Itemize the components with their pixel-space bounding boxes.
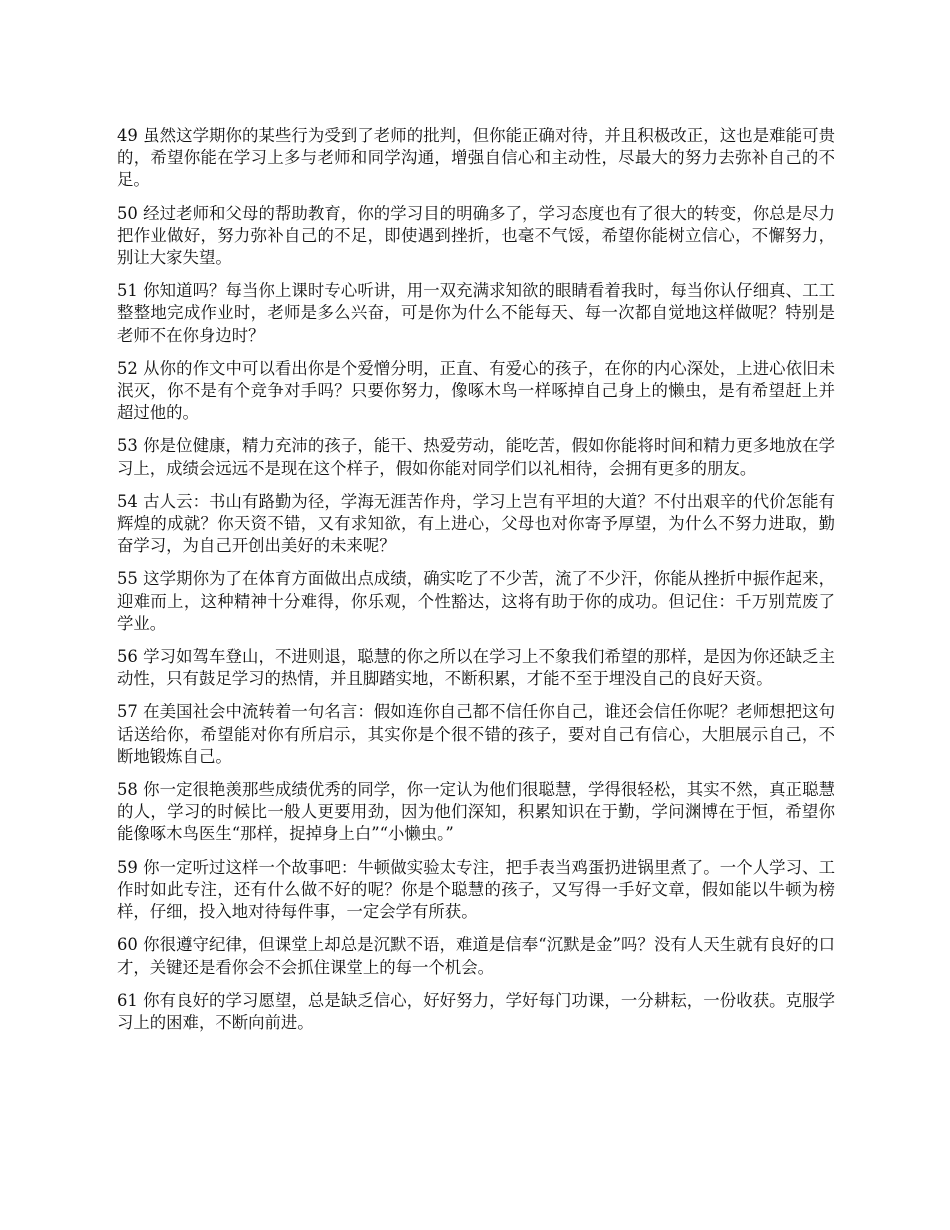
document-body: [117, 125, 835, 1045]
comment-paragraph-52: 52 从你的作文中可以看出你是个爱憎分明，正直、有爱心的孩子，在你的内心深处，上进心依旧未泯灭，你不是有个竞争对手吗？只要你努力，像啄木鸟一样啄掉自己身上的懒虫，是有希望赶上并超过他的。: [117, 358, 835, 423]
comment-paragraph-55: 55 这学期你为了在体育方面做出点成绩，确实吃了不少苦，流了不少汗，你能从挫折中振作起来，迎难而上，这种精神十分难得，你乐观，个性豁达，这将有助于你的成功。但记住：千万别荒废了学业。: [117, 569, 835, 633]
comment-paragraph-49: 49 虽然这学期你的某些行为受到了老师的批判，但你能正确对待，并且积极改正，这也是难能可贵的，希望你能在学习上多与老师和同学沟通，增强自信心和主动性，尽最大的努力去弥补自己的不足。: [117, 126, 835, 190]
comment-paragraph-58: 58 你一定很艳羡那些成绩优秀的同学，你一定认为他们很聪慧，学得很轻松，其实不然，真正聪慧的人，学习的时候比一般人更要用劲，因为他们深知，积累知识在于勤，学问渊博在于恒，希望你能像啄木鸟医生“那样，捉掉身上白”“小懒虫。”: [117, 780, 835, 844]
comment-paragraph-59: 59 你一定听过这样一个故事吧：牛顿做实验太专注，把手表当鸡蛋扔进锅里煮了。一个人学习、工作时如此专注，还有什么做不好的呢？你是个聪慧的孩子，又写得一手好文章，假如能以牛顿为榜样，仔细，投入地对待每件事，一定会学有所获。: [117, 857, 835, 922]
comment-paragraph-54: 54 古人云：书山有路勤为径，学海无涯苦作舟，学习上岂有平坦的大道？不付出艰辛的代价怎能有辉煌的成就？你天资不错，又有求知欲，有上进心，父母也对你寄予厚望，为什么不努力进取，勤奋学习，为自己开创出美好的未来呢？: [117, 491, 835, 556]
comment-paragraph-61: 61 你有良好的学习愿望，总是缺乏信心，好好努力，学好每门功课，一分耕耘，一份收获。克服学习上的困难，不断向前进。: [117, 990, 835, 1032]
comment-paragraph-50: 50 经过老师和父母的帮助教育，你的学习目的明确多了，学习态度也有了很大的转变，你总是尽力把作业做好，努力弥补自己的不足，即使遇到挫折，也毫不气馁，希望你能树立信心，不懈努力，别让大家失望。: [117, 203, 835, 268]
comment-paragraph-56: 56 学习如驾车登山，不进则退，聪慧的你之所以在学习上不象我们希望的那样，是因为你还缺乏主动性，只有鼓足学习的热情，并且脚踏实地，不断积累，才能不至于埋没自己的良好天资。: [117, 647, 835, 689]
comment-paragraph-57: 57 在美国社会中流转着一句名言：假如连你自己都不信任你自己，谁还会信任你呢？老师想把这句话送给你，希望能对你有所启示，其实你是个很不错的孩子，要对自己有信心，大胆展示自己，不断地锻炼自己。: [117, 702, 835, 766]
comment-paragraph-53: 53 你是位健康，精力充沛的孩子，能干、热爱劳动，能吃苦，假如你能将时间和精力更多地放在学习上，成绩会远远不是现在这个样子，假如你能对同学们以礼相待，会拥有更多的朋友。: [117, 436, 835, 478]
comment-paragraph-51: 51 你知道吗？每当你上课时专心听讲，用一双充满求知欲的眼睛看着我时，每当你认仔细真、工工整整地完成作业时，老师是多么兴奋，可是你为什么不能每天、每一次都自觉地这样做呢？特别是老师不在你身边时？: [117, 281, 835, 345]
comment-paragraph-60: 60 你很遵守纪律，但课堂上却总是沉默不语，难道是信奉“沉默是金”吗？没有人天生就有良好的口才，关键还是看你会不会抓住课堂上的每一个机会。: [117, 935, 835, 977]
